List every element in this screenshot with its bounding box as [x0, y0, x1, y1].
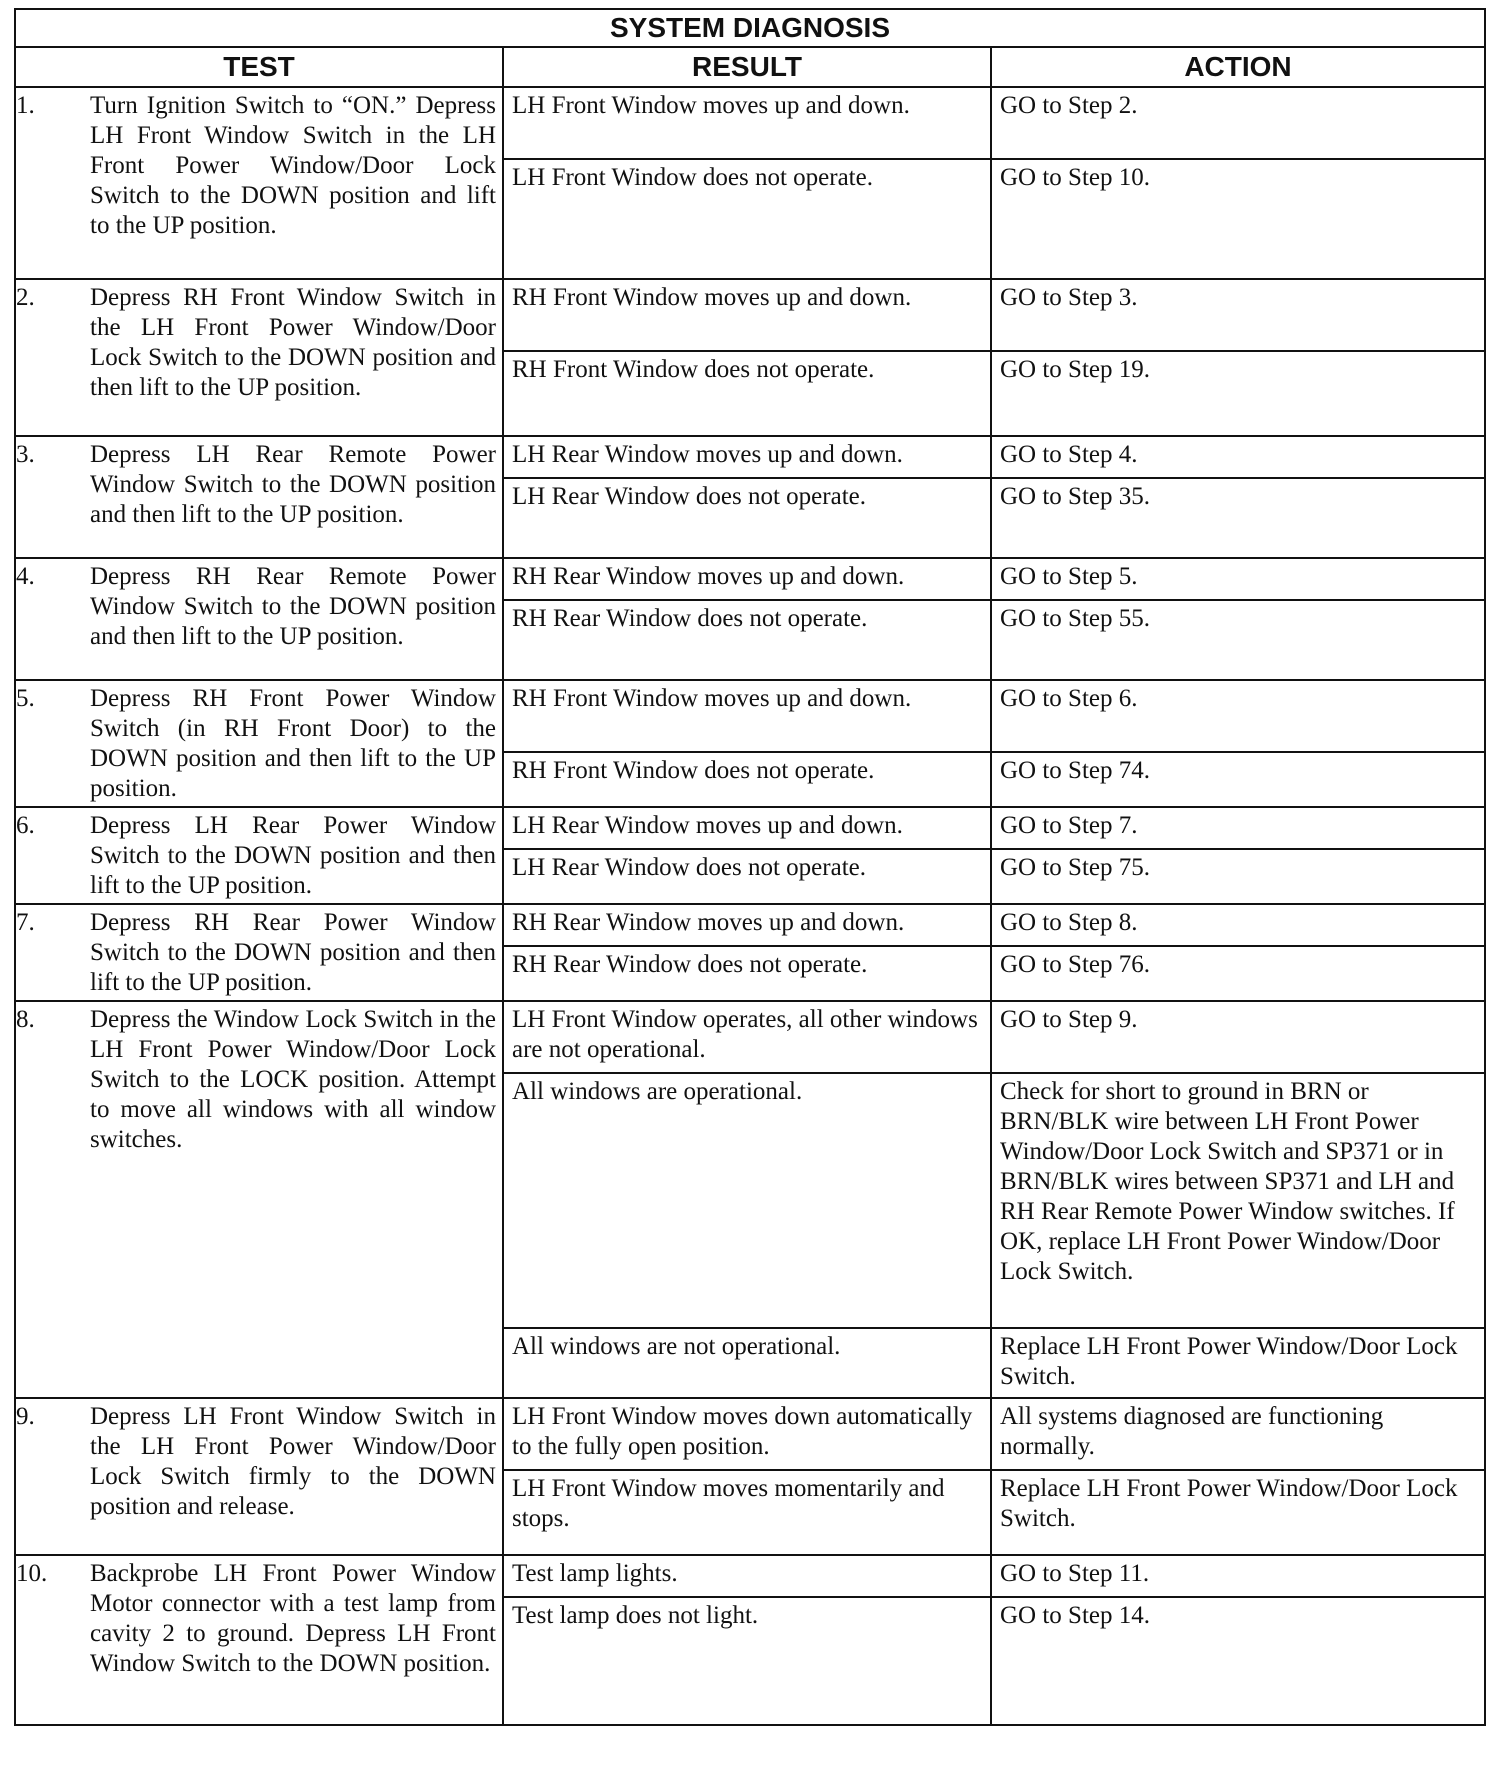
result-cell: LH Rear Window does not operate.: [503, 478, 991, 558]
action-cell: GO to Step 75.: [991, 849, 1485, 904]
table-row: [15, 1398, 1485, 1470]
action-cell: GO to Step 74.: [991, 752, 1485, 807]
column-header-test: TEST: [15, 47, 503, 87]
test-text: Depress the Window Lock Switch in the LH Front Power Window/Door Lock Switch to the LOCK position. Attempt to move all windows with all window switches.: [90, 1006, 496, 1153]
step-number: 8.: [16, 1006, 35, 1033]
result-cell: RH Rear Window does not operate.: [503, 600, 991, 680]
result-cell: RH Front Window moves up and down.: [503, 680, 991, 752]
test-cell: [15, 1555, 503, 1725]
test-text: Backprobe LH Front Power Window Motor connector with a test lamp from cavity 2 to ground. Depress LH Front Window Switch to the DOWN position.: [90, 1560, 496, 1677]
result-cell: Test lamp does not light.: [503, 1597, 991, 1725]
test-text: Turn Ignition Switch to “ON.” Depress LH Front Window Switch in the LH Front Power Window/Door Lock Switch to the DOWN position and lift to the UP position.: [90, 92, 496, 239]
test-text: Depress RH Rear Remote Power Window Switch to the DOWN position and then lift to the UP position.: [90, 563, 496, 650]
action-cell: GO to Step 2.: [991, 87, 1485, 159]
action-cell: GO to Step 6.: [991, 680, 1485, 752]
result-cell: LH Front Window moves up and down.: [503, 87, 991, 159]
result-cell: LH Front Window moves down automatically to the fully open position.: [503, 1398, 991, 1470]
result-cell: RH Front Window does not operate.: [503, 351, 991, 436]
test-cell: [15, 807, 503, 904]
table-row: [15, 87, 1485, 159]
table-row: [15, 279, 1485, 351]
action-cell: GO to Step 10.: [991, 159, 1485, 279]
action-cell: GO to Step 3.: [991, 279, 1485, 351]
action-cell: Check for short to ground in BRN or BRN/BLK wire between LH Front Power Window/Door Lock Switch and SP371 or in BRN/BLK wires between SP371 and LH and RH Rear Remote Power Window switches. If OK, replace LH Front Power Window/Door Lock Switch.: [991, 1073, 1485, 1328]
step-number: 5.: [16, 685, 35, 712]
action-cell: GO to Step 35.: [991, 478, 1485, 558]
step-number: 3.: [16, 441, 35, 468]
result-cell: RH Front Window does not operate.: [503, 752, 991, 807]
result-cell: LH Rear Window does not operate.: [503, 849, 991, 904]
action-cell: GO to Step 7.: [991, 807, 1485, 849]
action-cell: Replace LH Front Power Window/Door Lock Switch.: [991, 1470, 1485, 1555]
action-cell: GO to Step 14.: [991, 1597, 1485, 1725]
system-diagnosis-table: [14, 8, 1486, 1726]
result-cell: RH Rear Window does not operate.: [503, 946, 991, 1001]
column-header-action: ACTION: [991, 47, 1485, 87]
test-text: Depress RH Front Power Window Switch (in RH Front Door) to the DOWN position and then lift to the UP position.: [90, 685, 496, 802]
result-cell: RH Rear Window moves up and down.: [503, 904, 991, 946]
test-cell: [15, 87, 503, 279]
result-cell: LH Rear Window moves up and down.: [503, 436, 991, 478]
test-text: Depress LH Rear Remote Power Window Switch to the DOWN position and then lift to the UP position.: [90, 441, 496, 528]
step-number: 7.: [16, 909, 35, 936]
result-cell: All windows are operational.: [503, 1073, 991, 1328]
action-cell: All systems diagnosed are functioning normally.: [991, 1398, 1485, 1470]
test-text: Depress LH Front Window Switch in the LH Front Power Window/Door Lock Switch firmly to the DOWN position and release.: [90, 1403, 496, 1520]
result-cell: RH Rear Window moves up and down.: [503, 558, 991, 600]
action-cell: GO to Step 19.: [991, 351, 1485, 436]
result-cell: Test lamp lights.: [503, 1555, 991, 1597]
test-cell: [15, 1001, 503, 1398]
result-cell: LH Front Window operates, all other windows are not operational.: [503, 1001, 991, 1073]
test-text: Depress RH Front Window Switch in the LH Front Power Window/Door Lock Switch to the DOWN position and then lift to the UP position.: [90, 284, 496, 401]
result-cell: LH Front Window moves momentarily and stops.: [503, 1470, 991, 1555]
result-cell: RH Front Window moves up and down.: [503, 279, 991, 351]
action-cell: GO to Step 76.: [991, 946, 1485, 1001]
test-text: Depress LH Rear Power Window Switch to the DOWN position and then lift to the UP position.: [90, 812, 496, 899]
action-cell: GO to Step 5.: [991, 558, 1485, 600]
table-row: [15, 1001, 1485, 1073]
table-row: [15, 807, 1485, 849]
table-row: [15, 558, 1485, 600]
step-number: 1.: [16, 92, 35, 119]
result-cell: LH Rear Window moves up and down.: [503, 807, 991, 849]
test-cell: [15, 558, 503, 680]
table-row: [15, 680, 1485, 752]
action-cell: GO to Step 8.: [991, 904, 1485, 946]
test-cell: [15, 1398, 503, 1555]
result-cell: LH Front Window does not operate.: [503, 159, 991, 279]
test-cell: [15, 279, 503, 436]
test-text: Depress RH Rear Power Window Switch to the DOWN position and then lift to the UP position.: [90, 909, 496, 996]
action-cell: GO to Step 55.: [991, 600, 1485, 680]
action-cell: GO to Step 9.: [991, 1001, 1485, 1073]
step-number: 9.: [16, 1403, 35, 1430]
action-cell: GO to Step 4.: [991, 436, 1485, 478]
test-cell: [15, 436, 503, 558]
column-header-result: RESULT: [503, 47, 991, 87]
step-number: 6.: [16, 812, 35, 839]
table-row: [15, 904, 1485, 946]
result-cell: All windows are not operational.: [503, 1328, 991, 1398]
table-body: [15, 87, 1485, 1725]
table-title: SYSTEM DIAGNOSIS: [15, 9, 1485, 47]
table-row: [15, 1555, 1485, 1597]
action-cell: GO to Step 11.: [991, 1555, 1485, 1597]
table-row: [15, 436, 1485, 478]
test-cell: [15, 904, 503, 1001]
action-cell: Replace LH Front Power Window/Door Lock Switch.: [991, 1328, 1485, 1398]
test-cell: [15, 680, 503, 807]
step-number: 10.: [16, 1560, 48, 1587]
step-number: 2.: [16, 284, 35, 311]
step-number: 4.: [16, 563, 35, 590]
